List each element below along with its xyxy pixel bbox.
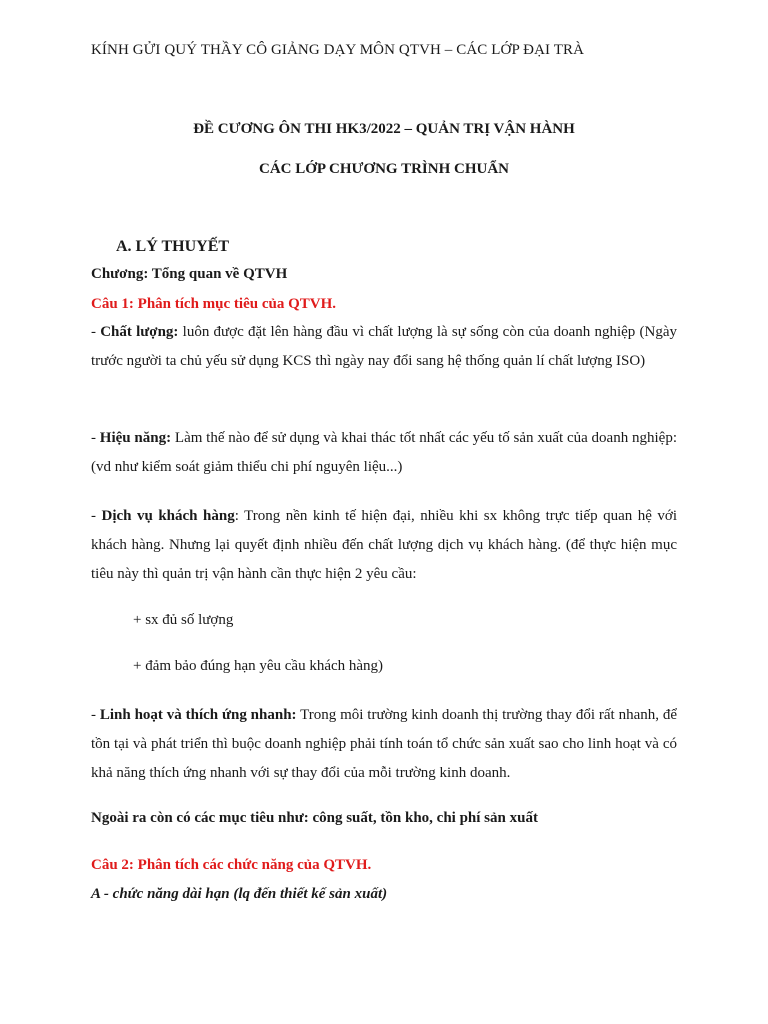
item-label: Hiệu năng:: [99, 430, 172, 446]
objective-quality: [91, 318, 677, 376]
document-title: ĐỀ CƯƠNG ÔN THI HK3/2022 – QUẢN TRỊ VẬN HÀNH: [193, 121, 575, 137]
document-subtitle: CÁC LỚP CHƯƠNG TRÌNH CHUẨN: [258, 161, 509, 177]
item-prefix: -: [91, 324, 101, 340]
item-text: : Trong nền kinh tế hiện đại, nhiều khi sx không trực tiếp quan hệ với khách hàng. Nhưng lại quyết định nhiều đến chất lượng dịch vụ khách hàng. (để thực hiện mục tiêu này thì quản trị vận hành cần thực hiện 2 yêu cầu:: [91, 508, 677, 582]
objective-flexibility: [91, 701, 677, 788]
chapter-heading: Chương: Tổng quan về QTVH: [91, 266, 288, 282]
item-label: Dịch vụ khách hàng: [101, 508, 235, 524]
objective-customer-service: [91, 502, 677, 589]
question-2-title: Câu 2: Phân tích các chức năng của QTVH.: [91, 857, 372, 873]
item-prefix: -: [91, 430, 100, 446]
additional-objectives: Ngoài ra còn có các mục tiêu như: công suất, tồn kho, chi phí sản xuất: [91, 810, 538, 826]
item-label: Chất lượng:: [100, 324, 179, 340]
section-heading: A. LÝ THUYẾT: [116, 238, 230, 255]
question-2-subheading: A - chức năng dài hạn (lq đến thiết kế sản xuất): [91, 886, 388, 902]
item-prefix: -: [91, 707, 100, 723]
item-text: luôn được đặt lên hàng đầu vì chất lượng là sự sống còn của doanh nghiệp (Ngày trước người ta chủ yếu sử dụng KCS thì ngày nay đổi sang hệ thống quản lí chất lượng ISO): [91, 324, 678, 369]
item-label: Linh hoạt và thích ứng nhanh:: [99, 707, 297, 723]
item-text: Làm thế nào để sử dụng và khai thác tốt nhất các yếu tố sản xuất của doanh nghiệp: (vd như kiểm soát giảm thiểu chi phí nguyên liệu...): [91, 430, 677, 475]
item-prefix: -: [91, 508, 102, 524]
objective-efficiency: [91, 424, 677, 482]
item-text: Trong môi trường kinh doanh thị trường thay đổi rất nhanh, để tồn tại và phát triển thì buộc doanh nghiệp phải tính toán tổ chức sản xuất sao cho linh hoạt và có khả năng thích ứng nhanh với sự thay đổi của mỗi trường kinh doanh.: [91, 707, 677, 781]
bullet-item: + sx đủ số lượng: [133, 612, 234, 628]
question-1-title: Câu 1: Phân tích mục tiêu của QTVH.: [91, 296, 337, 312]
bullet-item: + đảm bảo đúng hạn yêu cầu khách hàng): [133, 658, 384, 674]
greeting-line: KÍNH GỬI QUÝ THẦY CÔ GIẢNG DẠY MÔN QTVH – CÁC LỚP ĐẠI TRÀ: [91, 42, 585, 58]
